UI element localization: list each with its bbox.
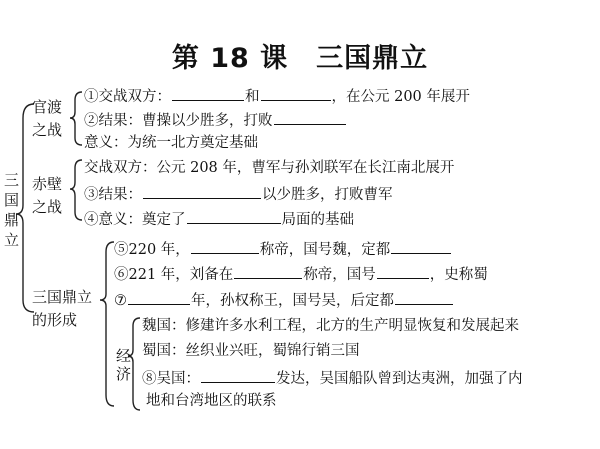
root-label-char-2: 国: [4, 191, 20, 209]
root-label-char-4: 立: [4, 231, 20, 249]
chibi-result-prefix: ③结果：: [84, 187, 142, 203]
lesson-title: 第 18 课 三国鼎立: [171, 43, 429, 74]
blank-chibi-winner[interactable]: [143, 184, 261, 199]
root-label-char-3: 鼎: [4, 211, 20, 229]
economy-wu-prefix: ⑧吴国：: [142, 371, 200, 387]
economy-row-wu-line2: 地和台湾地区的联系: [146, 393, 277, 409]
chibi-bracket: [70, 160, 82, 220]
guandu-label-line2: 之战: [32, 121, 63, 139]
guandu-row-result: [84, 110, 347, 131]
chibi-row-significance: [84, 209, 354, 230]
formation-row-wei: [114, 239, 452, 260]
wei-founding-prefix: ⑤220 年，: [114, 242, 190, 258]
chibi-row-parties: 交战双方：公元 208 年，曹军与孙刘联军在长江南北展开: [84, 160, 455, 176]
guandu-bracket: [70, 92, 82, 145]
blank-shu-location[interactable]: [234, 264, 302, 279]
guandu-label-line1: 官渡: [32, 98, 63, 116]
formation-label-line1: 三国鼎立: [32, 288, 93, 306]
economy-label-char1: 经: [116, 347, 132, 365]
guandu-parties-mid: 和: [245, 89, 260, 105]
chibi-significance-prefix: ④意义：奠定了: [84, 212, 186, 228]
blank-wu-capital[interactable]: [395, 290, 453, 305]
economy-row-shu: 蜀国：丝织业兴旺，蜀锦行销三国: [142, 343, 360, 359]
formation-row-shu: [114, 264, 488, 285]
wei-founding-mid: 称帝，国号魏，定都: [259, 242, 391, 258]
guandu-parties-prefix: ①交战双方：: [84, 89, 171, 105]
chibi-label-line1: 赤壁: [32, 175, 63, 193]
blank-chibi-pattern[interactable]: [187, 209, 281, 224]
chibi-row-result: [84, 184, 393, 205]
blank-guandu-party-1[interactable]: [172, 86, 244, 101]
blank-guandu-party-2[interactable]: [261, 86, 331, 101]
root-label-char-1: 三: [4, 171, 20, 189]
economy-label-char2: 济: [116, 365, 132, 383]
chibi-result-suffix: 以少胜多，打败曹军: [262, 187, 393, 203]
blank-shu-name[interactable]: [377, 264, 429, 279]
guandu-result-prefix: ②结果：曹操以少胜多，打败: [84, 113, 273, 129]
blank-guandu-loser[interactable]: [274, 110, 346, 125]
guandu-row-parties: [84, 86, 470, 107]
wu-founding-prefix: ⑦: [114, 293, 127, 309]
formation-label-line2: 的形成: [32, 311, 78, 329]
shu-founding-mid: 称帝，国号: [303, 267, 376, 283]
economy-row-wu: [142, 368, 523, 389]
blank-wei-emperor[interactable]: [191, 239, 259, 254]
chibi-significance-suffix: 局面的基础: [281, 212, 354, 228]
formation-row-wu: [114, 290, 454, 311]
blank-wu-year[interactable]: [128, 290, 190, 305]
blank-wu-industry[interactable]: [201, 368, 275, 383]
shu-founding-suffix: ，史称蜀: [429, 267, 488, 283]
chibi-label-line2: 之战: [32, 198, 63, 216]
guandu-parties-suffix: ，在公元 200 年展开: [331, 89, 470, 105]
economy-wu-suffix: 发达，吴国船队曾到达夷洲，加强了内: [276, 371, 523, 387]
shu-founding-prefix: ⑥221 年，刘备在: [114, 267, 234, 283]
blank-wei-capital[interactable]: [391, 239, 451, 254]
economy-row-wei: 魏国：修建许多水利工程，北方的生产明显恢复和发展起来: [142, 318, 519, 334]
guandu-row-significance: 意义：为统一北方奠定基础: [84, 135, 258, 151]
formation-bracket: [100, 242, 114, 406]
wu-founding-mid: 年，孙权称王，国号吴，后定都: [191, 293, 394, 309]
